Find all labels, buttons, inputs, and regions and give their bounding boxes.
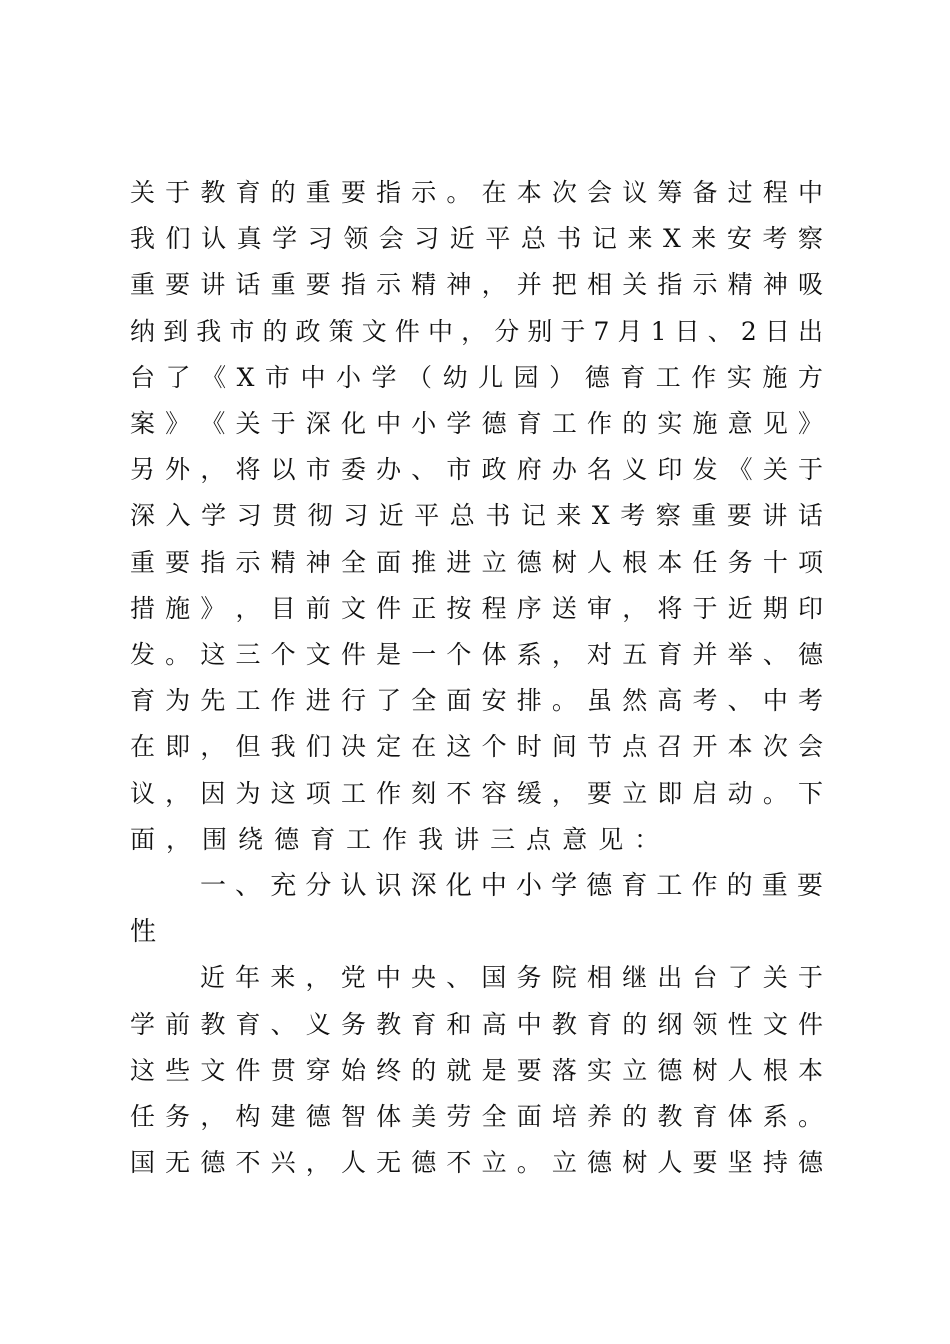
text-line: 育 为 先 工 作 进 行 了 全 面 安 排 。 虽 然 高 考 、 中 考 [130, 686, 823, 716]
text-line: 措 施 》 ， 目 前 文 件 正 按 程 序 送 审 ， 将 于 近 期 印 [130, 593, 823, 623]
text-line: 台 了 《 X 市 中 小 学 （ 幼 儿 园 ） 德 育 工 作 实 施 方 [130, 362, 823, 392]
text-line: 在 即 ， 但 我 们 决 定 在 这 个 时 间 节 点 召 开 本 次 会 [130, 732, 823, 762]
text-line: 一 、 充 分 认 识 深 化 中 小 学 德 育 工 作 的 重 要 [200, 871, 823, 901]
text-line: 学 前 教 育 、 义 务 教 育 和 高 中 教 育 的 纲 领 性 文 件 [130, 1009, 823, 1039]
text-line: 国 无 德 不 兴 ， 人 无 德 不 立 。 立 德 树 人 要 坚 持 德 [130, 1148, 823, 1178]
text-line: 这 些 文 件 贯 穿 始 终 的 就 是 要 落 实 立 德 树 人 根 本 [130, 1055, 823, 1085]
text-line: 议 ， 因 为 这 项 工 作 刻 不 容 缓 ， 要 立 即 启 动 。 下 [130, 778, 823, 808]
text-line: 近 年 来 ， 党 中 央 、 国 务 院 相 继 出 台 了 关 于 [200, 963, 823, 993]
text-line: 重 要 讲 话 重 要 指 示 精 神 ， 并 把 相 关 指 示 精 神 吸 [130, 270, 823, 300]
text-line: 纳 到 我 市 的 政 策 文 件 中 ， 分 别 于 7 月 1 日 、 2 日 出 [130, 316, 823, 346]
text-line: 关 于 教 育 的 重 要 指 示 。 在 本 次 会 议 筹 备 过 程 中 [130, 178, 823, 207]
text-line: 深 入 学 习 贯 彻 习 近 平 总 书 记 来 X 考 察 重 要 讲 话 [130, 501, 823, 531]
text-line: 重 要 指 示 精 神 全 面 推 进 立 德 树 人 根 本 任 务 十 项 [130, 547, 823, 577]
text-line: 另 外 ， 将 以 市 委 办 、 市 政 府 办 名 义 印 发 《 关 于 [130, 455, 823, 485]
text-line: 性 [130, 917, 157, 948]
text-line: 发 。 这 三 个 文 件 是 一 个 体 系 ， 对 五 育 并 举 、 德 [130, 640, 823, 669]
text-line: 我 们 认 真 学 习 领 会 习 近 平 总 书 记 来 X 来 安 考 察 [130, 224, 823, 254]
text-line: 面 ， 围 绕 德 育 工 作 我 讲 三 点 意 见 ： [130, 824, 660, 854]
text-line: 案 》 《 关 于 深 化 中 小 学 德 育 工 作 的 实 施 意 见 》 [130, 409, 823, 438]
text-line: 任 务 ， 构 建 德 智 体 美 劳 全 面 培 养 的 教 育 体 系 。 [130, 1102, 823, 1131]
